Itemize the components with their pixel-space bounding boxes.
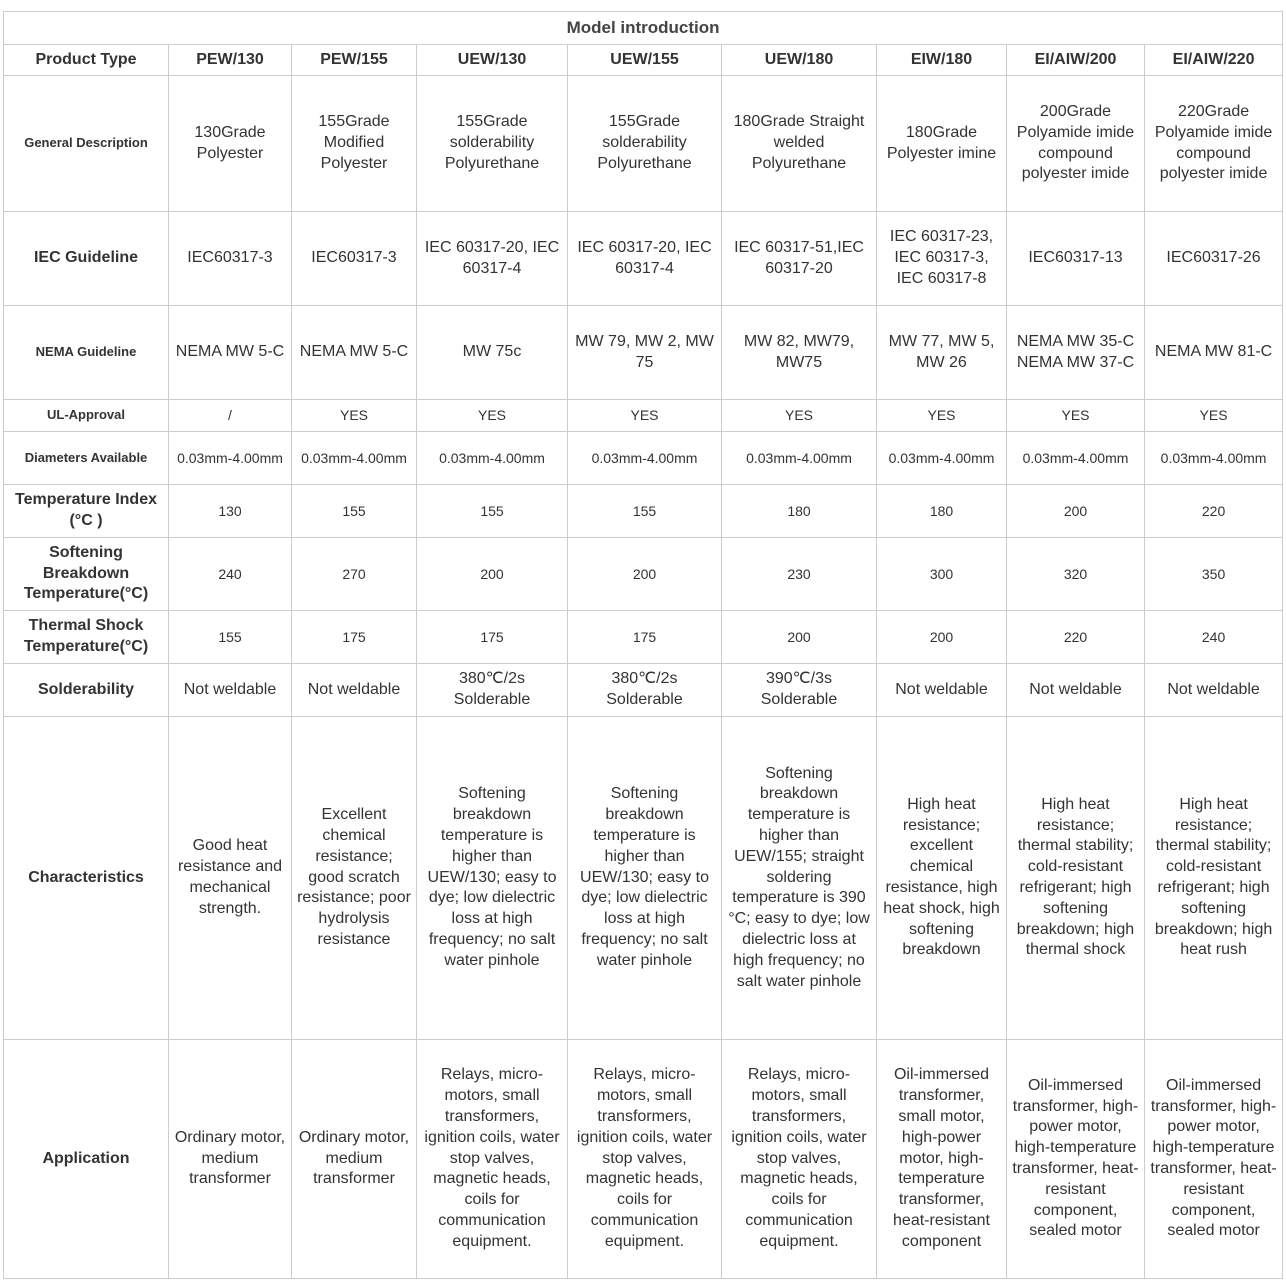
- table-cell: YES: [417, 400, 568, 432]
- table-row: [4, 76, 1283, 212]
- table-cell: NEMA MW 5-C: [169, 306, 292, 400]
- row-label: UL-Approval: [4, 400, 169, 432]
- table-cell: YES: [1145, 400, 1283, 432]
- column-header: UEW/155: [568, 45, 722, 76]
- table-cell: YES: [568, 400, 722, 432]
- table-cell: 0.03mm-4.00mm: [292, 432, 417, 485]
- table-row: [4, 1040, 1283, 1279]
- table-cell: YES: [722, 400, 877, 432]
- table-cell: IEC60317-3: [169, 212, 292, 306]
- table-cell: 300: [877, 538, 1007, 611]
- table-cell: Softening breakdown temperature is higher than UEW/155; straight soldering temperature is 390 °C; easy to dye; low dielectric loss at high frequency; no salt water pinhole: [722, 717, 877, 1040]
- model-introduction-table: [3, 11, 1283, 1279]
- table-cell: Not weldable: [877, 664, 1007, 717]
- table-cell: NEMA MW 5-C: [292, 306, 417, 400]
- table-cell: Excellent chemical resistance; good scratch resistance; poor hydrolysis resistance: [292, 717, 417, 1040]
- table-cell: IEC 60317-20, IEC 60317-4: [568, 212, 722, 306]
- table-row: [4, 717, 1283, 1040]
- table-cell: 200: [722, 611, 877, 664]
- table-cell: 220: [1145, 485, 1283, 538]
- table-cell: YES: [877, 400, 1007, 432]
- table-cell: Relays, micro-motors, small transformers, ignition coils, water stop valves, magnetic heads, coils for communication equipment.: [722, 1040, 877, 1279]
- table-cell: 175: [417, 611, 568, 664]
- column-header: EI/AIW/220: [1145, 45, 1283, 76]
- table-cell: 390℃/3s Solderable: [722, 664, 877, 717]
- table-cell: Not weldable: [292, 664, 417, 717]
- table-cell: NEMA MW 81-C: [1145, 306, 1283, 400]
- row-label: NEMA Guideline: [4, 306, 169, 400]
- table-cell: Good heat resistance and mechanical strength.: [169, 717, 292, 1040]
- table-cell: 0.03mm-4.00mm: [722, 432, 877, 485]
- table-cell: 0.03mm-4.00mm: [1145, 432, 1283, 485]
- table-cell: IEC60317-13: [1007, 212, 1145, 306]
- row-label: Temperature Index (°C ): [4, 485, 169, 538]
- table-cell: 320: [1007, 538, 1145, 611]
- column-header: PEW/155: [292, 45, 417, 76]
- table-cell: Softening breakdown temperature is higher than UEW/130; easy to dye; low dielectric loss at high frequency; no salt water pinhole: [568, 717, 722, 1040]
- row-label: Softening Breakdown Temperature(°C): [4, 538, 169, 611]
- table-cell: 0.03mm-4.00mm: [169, 432, 292, 485]
- table-cell: YES: [1007, 400, 1145, 432]
- table-cell: 155Grade Modified Polyester: [292, 76, 417, 212]
- column-header: EIW/180: [877, 45, 1007, 76]
- table-cell: 220Grade Polyamide imide compound polyester imide: [1145, 76, 1283, 212]
- table-row: [4, 485, 1283, 538]
- column-header: PEW/130: [169, 45, 292, 76]
- table-cell: Ordinary motor, medium transformer: [169, 1040, 292, 1279]
- table-row: [4, 611, 1283, 664]
- table-cell: Not weldable: [169, 664, 292, 717]
- table-cell: 180: [722, 485, 877, 538]
- table-row: [4, 664, 1283, 717]
- table-cell: Relays, micro-motors, small transformers, ignition coils, water stop valves, magnetic heads, coils for communication equipment.: [417, 1040, 568, 1279]
- table-cell: 155Grade solderability Polyurethane: [417, 76, 568, 212]
- table-cell: 175: [292, 611, 417, 664]
- table-cell: 175: [568, 611, 722, 664]
- table-cell: NEMA MW 35-C NEMA MW 37-C: [1007, 306, 1145, 400]
- table-cell: High heat resistance; excellent chemical resistance, high heat shock, high softening breakdown: [877, 717, 1007, 1040]
- table-cell: 220: [1007, 611, 1145, 664]
- table-cell: 130: [169, 485, 292, 538]
- title-row: [4, 12, 1283, 45]
- table-cell: 0.03mm-4.00mm: [417, 432, 568, 485]
- table-cell: Not weldable: [1007, 664, 1145, 717]
- row-label: Thermal Shock Temperature(°C): [4, 611, 169, 664]
- column-header: UEW/130: [417, 45, 568, 76]
- table-cell: 270: [292, 538, 417, 611]
- table-cell: 0.03mm-4.00mm: [1007, 432, 1145, 485]
- table-cell: 180: [877, 485, 1007, 538]
- table-row: [4, 432, 1283, 485]
- table-cell: High heat resistance; thermal stability; cold-resistant refrigerant; high softening breakdown; high thermal shock: [1007, 717, 1145, 1040]
- table-cell: IEC 60317-51,IEC 60317-20: [722, 212, 877, 306]
- table-cell: IEC60317-26: [1145, 212, 1283, 306]
- table-cell: 350: [1145, 538, 1283, 611]
- table-cell: 380℃/2s Solderable: [568, 664, 722, 717]
- table-cell: 155Grade solderability Polyurethane: [568, 76, 722, 212]
- table-cell: 200: [1007, 485, 1145, 538]
- table-cell: 155: [292, 485, 417, 538]
- table-cell: /: [169, 400, 292, 432]
- table-cell: 0.03mm-4.00mm: [877, 432, 1007, 485]
- table-cell: High heat resistance; thermal stability; cold-resistant refrigerant; high softening breakdown; high heat rush: [1145, 717, 1283, 1040]
- table-cell: 155: [568, 485, 722, 538]
- column-header: EI/AIW/200: [1007, 45, 1145, 76]
- table-cell: 230: [722, 538, 877, 611]
- row-label: Application: [4, 1040, 169, 1279]
- table-cell: Softening breakdown temperature is higher than UEW/130; easy to dye; low dielectric loss at high frequency; no salt water pinhole: [417, 717, 568, 1040]
- table-cell: 380℃/2s Solderable: [417, 664, 568, 717]
- table-row: [4, 306, 1283, 400]
- table-cell: Relays, micro-motors, small transformers, ignition coils, water stop valves, magnetic heads, coils for communication equipment.: [568, 1040, 722, 1279]
- table-cell: IEC 60317-23, IEC 60317-3, IEC 60317-8: [877, 212, 1007, 306]
- column-header: UEW/180: [722, 45, 877, 76]
- table-cell: IEC60317-3: [292, 212, 417, 306]
- header-row: [4, 45, 1283, 76]
- table-title: Model introduction: [4, 12, 1283, 45]
- table-cell: 180Grade Polyester imine: [877, 76, 1007, 212]
- table-cell: MW 79, MW 2, MW 75: [568, 306, 722, 400]
- row-label: Solderability: [4, 664, 169, 717]
- table-cell: 130Grade Polyester: [169, 76, 292, 212]
- table-cell: IEC 60317-20, IEC 60317-4: [417, 212, 568, 306]
- table-cell: Oil-immersed transformer, small motor, high-power motor, high-temperature transformer, heat-resistant component: [877, 1040, 1007, 1279]
- table-cell: 200Grade Polyamide imide compound polyester imide: [1007, 76, 1145, 212]
- table-cell: MW 77, MW 5, MW 26: [877, 306, 1007, 400]
- table-cell: 200: [877, 611, 1007, 664]
- table-cell: Not weldable: [1145, 664, 1283, 717]
- table-cell: MW 82, MW79, MW75: [722, 306, 877, 400]
- row-label: General Description: [4, 76, 169, 212]
- table-row: [4, 538, 1283, 611]
- table-cell: 0.03mm-4.00mm: [568, 432, 722, 485]
- table-row: [4, 400, 1283, 432]
- table-cell: YES: [292, 400, 417, 432]
- table-cell: 155: [417, 485, 568, 538]
- table-cell: 180Grade Straight welded Polyurethane: [722, 76, 877, 212]
- table-cell: 200: [417, 538, 568, 611]
- table-cell: 155: [169, 611, 292, 664]
- table-cell: Oil-immersed transformer, high-power motor, high-temperature transformer, heat-resistant component, sealed motor: [1007, 1040, 1145, 1279]
- row-label: IEC Guideline: [4, 212, 169, 306]
- table-cell: MW 75c: [417, 306, 568, 400]
- row-label: Diameters Available: [4, 432, 169, 485]
- table-cell: 240: [1145, 611, 1283, 664]
- table-cell: Ordinary motor, medium transformer: [292, 1040, 417, 1279]
- table-body: [4, 76, 1283, 1279]
- header-product-type: Product Type: [4, 45, 169, 76]
- row-label: Characteristics: [4, 717, 169, 1040]
- table-row: [4, 212, 1283, 306]
- table-cell: 240: [169, 538, 292, 611]
- table-cell: Oil-immersed transformer, high-power motor, high-temperature transformer, heat-resistant component, sealed motor: [1145, 1040, 1283, 1279]
- table-cell: 200: [568, 538, 722, 611]
